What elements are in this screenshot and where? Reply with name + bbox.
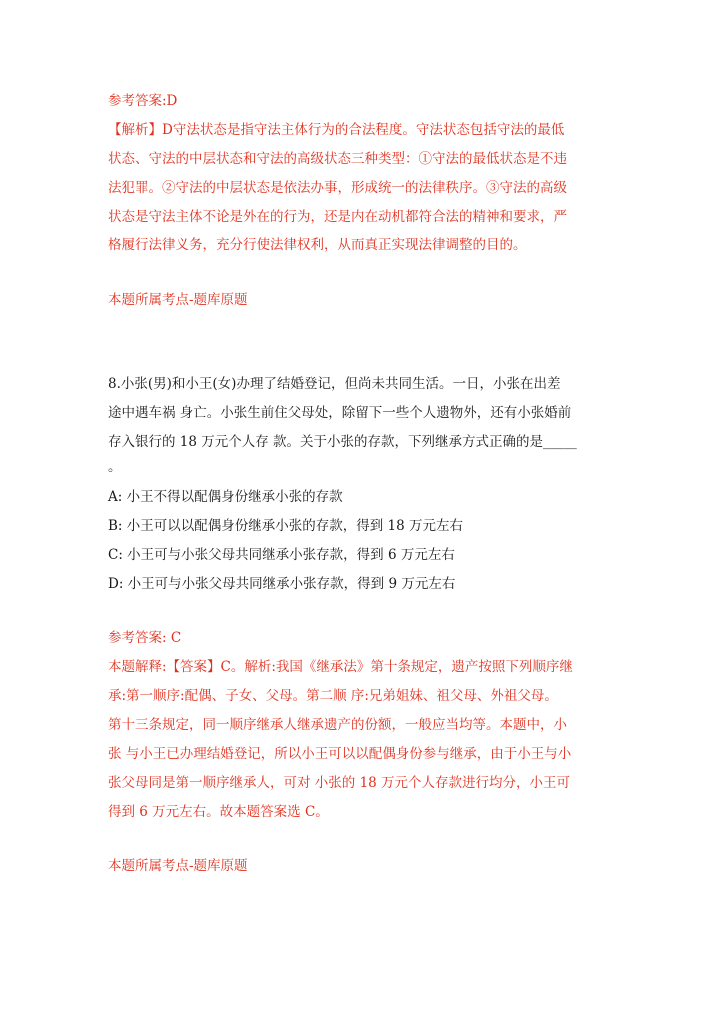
analysis-line: 格履行法律义务，充分行使法律权利，从而真正实现法律调整的目的。 xyxy=(108,237,527,253)
answer-label-1: 参考答案:D xyxy=(108,93,178,109)
explanation-line: 承:第一顺序:配偶、子女、父母。第二顺 序:兄弟姐妹、祖父母、外祖父母。 xyxy=(108,688,558,704)
option-c: C: 小王可与小张父母共同继承小张存款，得到 6 万元左右 xyxy=(108,547,455,563)
explanation-line: 第十三条规定，同一顺序继承人继承遗产的份额，一般应当均等。本题中，小 xyxy=(108,717,567,733)
question-line: 8.小张(男)和小王(女)办理了结婚登记，但尚未共同生活。一日，小张在出差 xyxy=(108,376,561,392)
question-line: 途中遇车祸 身亡。小张生前住父母处，除留下一些个人遗物外，还有小张婚前 xyxy=(108,405,572,421)
explanation-line: 得到 6 万元左右。故本题答案选 C。 xyxy=(108,804,329,820)
option-d: D: 小王可与小张父母共同继承小张存款，得到 9 万元左右 xyxy=(108,576,456,592)
question-line: 存入银行的 18 万元个人存 款。关于小张的存款，下列继承方式正确的是_____ xyxy=(108,434,577,450)
topic-footer-2: 本题所属考点-题库原题 xyxy=(108,858,248,874)
explanation-line: 本题解释:【答案】C。解析:我国《继承法》第十条规定，遗产按照下列顺序继 xyxy=(108,659,573,675)
explanation-line: 张父母同是第一顺序继承人，可对 小张的 18 万元个人存款进行均分，小王可 xyxy=(108,775,571,791)
question-line: 。 xyxy=(108,459,122,475)
explanation-line: 张 与小王已办理结婚登记，所以小王可以以配偶身份参与继承，由于小王与小 xyxy=(108,746,572,762)
topic-footer-1: 本题所属考点-题库原题 xyxy=(108,292,248,308)
analysis-line: 法犯罪。②守法的中层状态是依法办事，形成统一的法律秩序。③守法的高级 xyxy=(108,180,567,196)
answer-label-2: 参考答案: C xyxy=(108,630,182,646)
option-a: A: 小王不得以配偶身份继承小张的存款 xyxy=(108,489,343,505)
analysis-line: 【解析】D守法状态是指守法主体行为的合法程度。守法状态包括守法的最低 xyxy=(108,122,565,138)
option-b: B: 小王可以以配偶身份继承小张的存款，得到 18 万元左右 xyxy=(108,518,464,534)
analysis-line: 状态、守法的中层状态和守法的高级状态三种类型：①守法的最低状态是不违 xyxy=(108,151,567,167)
analysis-line: 状态是守法主体不论是外在的行为，还是内在动机都符合法的精神和要求，严 xyxy=(108,209,567,225)
